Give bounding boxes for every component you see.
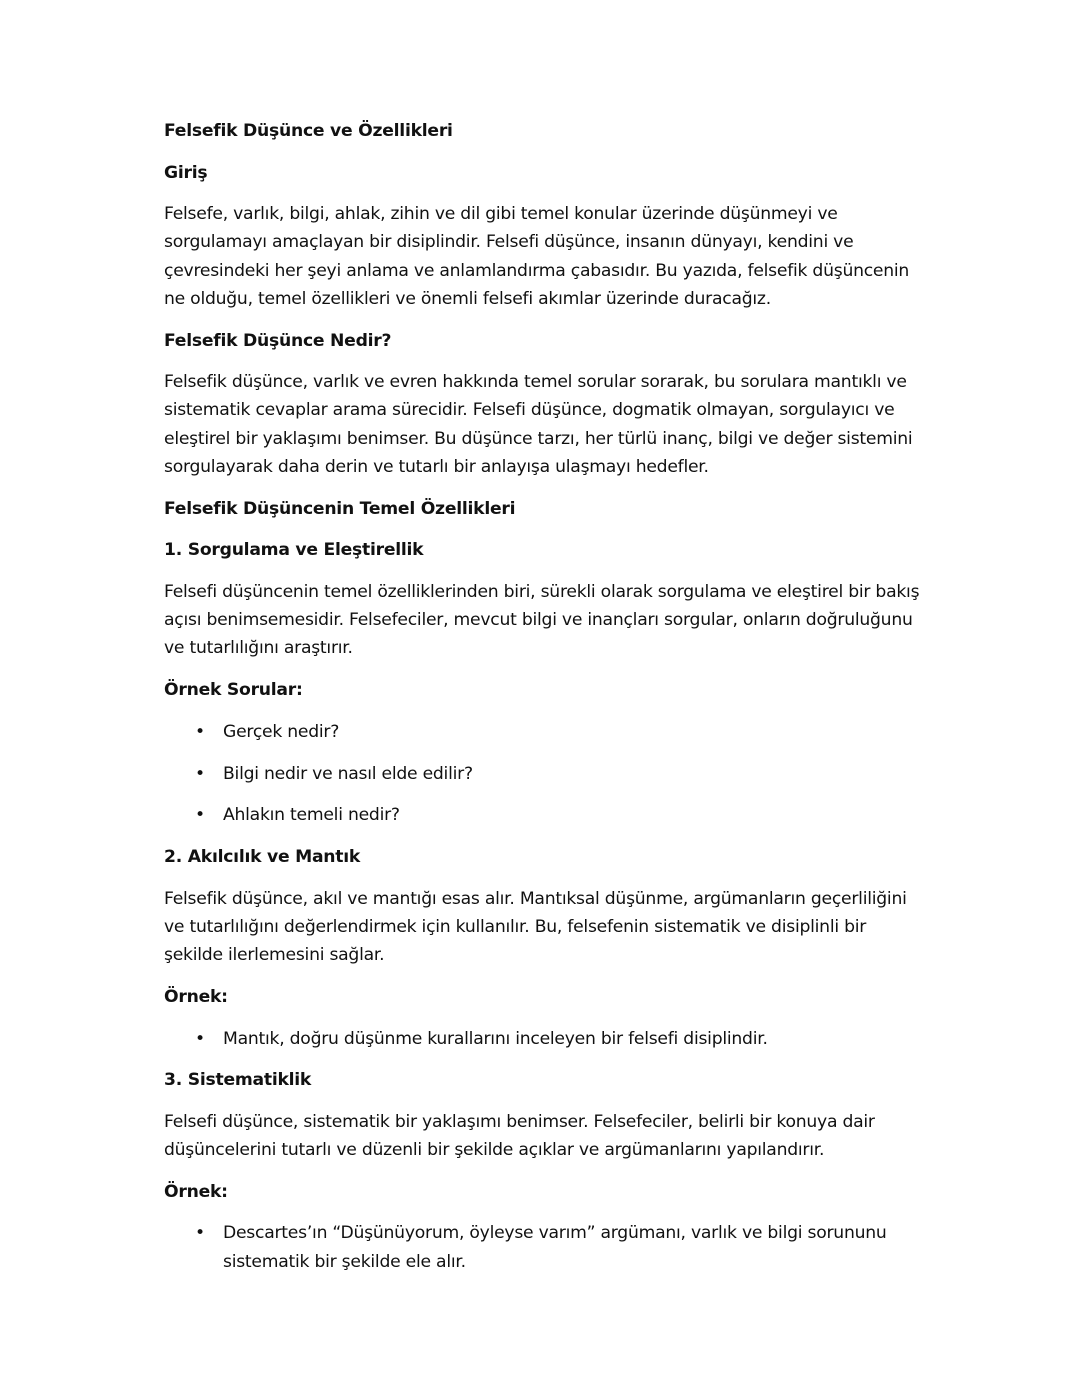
intro-paragraph: Felsefe, varlık, bilgi, ahlak, zihin ve dil gibi temel konular üzerinde düşünmeyi ve sorgulamayı amaçlayan bir disiplindir. Felsefi düşünce, insanın dünyayı, kendini ve çevresindeki her şeyi anlama ve anlamlandırma çabasıdır. Bu yazıda, felsefik düşüncenin ne olduğu, temel özellikleri ve önemli felsefi akımlar üzerinde duracağız. — [164, 204, 910, 309]
section1-bullet-list — [164, 718, 924, 830]
list-item-text: Mantık, doğru düşünme kurallarını inceleyen bir felsefi disiplindir. — [223, 1028, 768, 1049]
bullet-icon: • — [195, 721, 205, 742]
section2-paragraph: Felsefik düşünce, akıl ve mantığı esas alır. Mantıksal düşünme, argümanların geçerliliğini ve tutarlılığını değerlendirmek için kullanılır. Bu, felsefenin sistematik ve disiplinli bir şekilde ilerlemesini sağlar. — [164, 888, 907, 966]
section2-example-label: Örnek: — [164, 987, 228, 1008]
list-item-text: Ahlakın temeli nedir? — [223, 805, 400, 826]
bullet-icon: • — [195, 805, 205, 826]
list-item — [164, 801, 924, 829]
section3-heading: 3. Sistematiklik — [164, 1070, 312, 1091]
section3-example-label: Örnek: — [164, 1181, 228, 1202]
bullet-icon: • — [195, 1028, 205, 1049]
list-item-text: Bilgi nedir ve nasıl elde edilir? — [223, 763, 473, 784]
definition-heading: Felsefik Düşünce Nedir? — [164, 330, 392, 351]
intro-heading: Giriş — [164, 162, 208, 183]
list-item-text: Descartes’ın “Düşünüyorum, öyleyse varım” argümanı, varlık ve bilgi sorununu sistematik bir şekilde ele alır. — [223, 1223, 887, 1272]
section2-bullet-list — [164, 1025, 924, 1053]
section1-heading: 1. Sorgulama ve Eleştirellik — [164, 540, 424, 561]
section1-paragraph: Felsefi düşüncenin temel özelliklerinden biri, sürekli olarak sorgulama ve eleştirel bir bakış açısı benimsemesidir. Felsefeciler, mevcut bilgi ve inançları sorgular, onların doğruluğunu ve tutarlılığını araştırır. — [164, 581, 920, 659]
bullet-icon: • — [195, 1223, 205, 1244]
list-item — [164, 1219, 924, 1276]
section2-heading: 2. Akılcılık ve Mantık — [164, 847, 361, 868]
features-heading: Felsefik Düşüncenin Temel Özellikleri — [164, 498, 516, 519]
list-item-text: Gerçek nedir? — [223, 721, 340, 742]
section3-paragraph: Felsefi düşünce, sistematik bir yaklaşımı benimser. Felsefeciler, belirli bir konuya dair düşüncelerini tutarlı ve düzenli bir şekilde açıklar ve argümanlarını yapılandırır. — [164, 1111, 875, 1161]
list-item — [164, 760, 924, 788]
document-title: Felsefik Düşünce ve Özellikleri — [164, 121, 453, 141]
bullet-icon: • — [195, 763, 205, 784]
list-item — [164, 718, 924, 746]
list-item — [164, 1025, 924, 1053]
section3-bullet-list — [164, 1219, 924, 1276]
definition-paragraph: Felsefik düşünce, varlık ve evren hakkında temel sorular sorarak, bu sorulara mantıklı ve sistematik cevaplar arama sürecidir. Felsefi düşünce, dogmatik olmayan, sorgulayıcı ve eleştirel bir yaklaşımı benimser. Bu düşünce tarzı, her türlü inanç, bilgi ve değer sistemini sorgulayarak daha derin ve tutarlı bir anlayışa ulaşmayı hedefler. — [164, 372, 913, 478]
document-page — [164, 117, 924, 1290]
section1-example-label: Örnek Sorular: — [164, 680, 303, 701]
